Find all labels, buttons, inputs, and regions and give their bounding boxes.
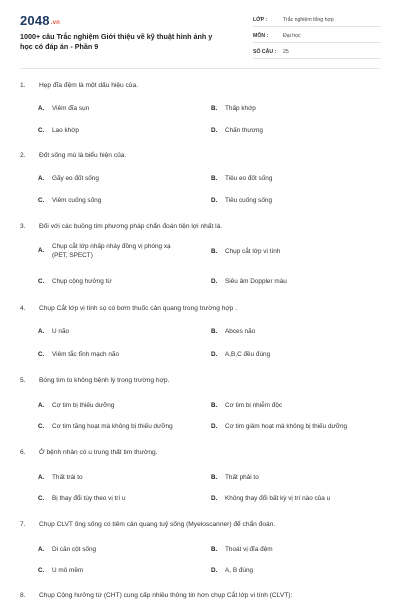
option-a[interactable] <box>38 473 208 482</box>
site-logo[interactable] <box>20 13 60 28</box>
option-text: Thoát vị đĩa đệm <box>225 546 273 553</box>
option-c[interactable] <box>38 422 208 431</box>
option-text: Lao khớp <box>52 127 79 134</box>
option-letter: C. <box>38 567 45 574</box>
question-text <box>20 449 158 456</box>
info-row-class <box>253 14 381 27</box>
question-text <box>20 592 292 599</box>
option-a[interactable] <box>38 104 208 113</box>
info-value: 25 <box>283 49 289 55</box>
question-number: 4. <box>20 305 26 312</box>
option-text: U mô mềm <box>52 567 84 574</box>
question-text <box>20 305 237 312</box>
option-text: Tiêu cuống sống <box>225 197 273 204</box>
option-letter: A. <box>38 474 45 481</box>
option-c[interactable] <box>38 350 208 359</box>
option-text: Abces não <box>225 328 256 335</box>
option-letter: D. <box>211 567 218 574</box>
info-row-subject <box>253 30 381 43</box>
option-letter: C. <box>38 127 45 134</box>
info-key: MÔN : <box>253 33 269 39</box>
question-number: 5. <box>20 377 26 384</box>
question-number: 8. <box>20 592 26 599</box>
option-letter: C. <box>38 423 45 430</box>
option-c[interactable] <box>38 566 208 575</box>
option-text: Thất phải to <box>225 474 259 481</box>
question-stem: Ở bệnh nhân có u trung thất tim thường. <box>39 449 158 456</box>
option-letter: D. <box>211 423 218 430</box>
option-letter: A. <box>38 105 45 112</box>
option-text: Viêm tắc tĩnh mạch não <box>52 351 120 358</box>
question-number: 6. <box>20 449 26 456</box>
question-text <box>20 82 138 89</box>
option-d[interactable] <box>211 196 386 205</box>
question-stem: Đối với các buồng tim phương pháp chẩn đoán tiện lợi nhất là. <box>39 223 223 230</box>
option-letter: B. <box>211 474 218 481</box>
document-header <box>0 0 400 74</box>
question-text <box>20 152 126 159</box>
document-title: 1000+ câu Trắc nghiệm Giới thiệu về kỹ thuật hình ảnh y học có đáp án - Phần 9 <box>20 32 213 51</box>
option-a[interactable] <box>38 545 208 554</box>
option-letter: A. <box>38 247 45 254</box>
option-d[interactable] <box>211 126 386 135</box>
option-letter: D. <box>211 127 218 134</box>
question-stem: Chụp Cộng hưởng từ (CHT) cung cấp nhiều thông tin hơn chụp Cắt lớp vi tính (CLVT): <box>39 592 293 599</box>
option-a[interactable] <box>38 327 208 336</box>
option-letter: B. <box>211 402 218 409</box>
option-text: Thấp khớp <box>225 105 256 112</box>
question-stem: Hẹp đĩa đệm là một dấu hiệu của. <box>39 82 138 89</box>
info-row-count <box>253 46 381 59</box>
option-a[interactable] <box>38 242 208 260</box>
option-text: Chấn thương <box>225 127 263 134</box>
option-letter: D. <box>211 197 218 204</box>
question-number: 2. <box>20 152 26 159</box>
option-text: Di căn cột sống <box>52 546 97 553</box>
option-text: Cơ tim bị thiếu dưỡng <box>52 402 115 409</box>
option-text: Viêm cuống sống <box>52 197 102 204</box>
question-stem: Đốt sống mù là biểu hiện của. <box>39 152 127 159</box>
logo-number: 2048 <box>20 13 50 28</box>
option-c[interactable] <box>38 494 208 503</box>
option-b[interactable] <box>211 247 386 256</box>
option-letter: A. <box>38 546 45 553</box>
question-stem: Bóng tim to không bệnh lý trong trường hợp. <box>39 377 170 384</box>
option-text: Chụp cắt lớp vi tính <box>225 248 281 255</box>
option-letter: D. <box>211 495 218 502</box>
option-text: Viêm đĩa sụn <box>52 105 90 112</box>
option-text: Chụp cộng hưởng từ <box>52 278 112 285</box>
info-value: Trắc nghiệm tổng hợp <box>283 17 334 23</box>
header-divider <box>20 68 380 69</box>
question-number: 1. <box>20 82 26 89</box>
option-text: Thất trái to <box>52 474 83 481</box>
logo-suffix: .vn <box>50 20 61 26</box>
option-a[interactable] <box>38 174 208 183</box>
option-letter: B. <box>211 546 218 553</box>
option-d[interactable] <box>211 277 386 286</box>
option-b[interactable] <box>211 327 386 336</box>
option-letter: C. <box>38 197 45 204</box>
option-letter: B. <box>211 175 218 182</box>
option-letter: C. <box>38 351 45 358</box>
option-b[interactable] <box>211 545 386 554</box>
info-key: LỚP : <box>253 17 268 23</box>
option-d[interactable] <box>211 494 386 503</box>
option-text: Cơ tim bị nhiễm độc <box>225 402 283 409</box>
question-number: 7. <box>20 521 26 528</box>
option-b[interactable] <box>211 401 386 410</box>
option-d[interactable] <box>211 350 386 359</box>
question-number: 3. <box>20 223 26 230</box>
info-value: Đại học <box>283 33 301 39</box>
option-text: Chụp cắt lớp nhấp nháy đồng vị phóng xạ (PET, SPECT) <box>52 243 171 259</box>
option-a[interactable] <box>38 401 208 410</box>
option-d[interactable] <box>211 422 386 431</box>
option-letter: A. <box>38 175 45 182</box>
question-text <box>20 521 275 528</box>
option-b[interactable] <box>211 174 386 183</box>
info-key: SỐ CÂU : <box>253 49 277 55</box>
option-text: A, B đúng <box>225 567 254 574</box>
option-c[interactable] <box>38 277 208 286</box>
option-text: Bị thay đổi tùy theo vị trí u <box>52 495 126 502</box>
option-letter: C. <box>38 278 45 285</box>
option-text: A,B,C đều đúng <box>225 351 271 358</box>
option-letter: B. <box>211 105 218 112</box>
option-letter: B. <box>211 328 218 335</box>
option-d[interactable] <box>211 566 386 575</box>
option-text: Siêu âm Doppler màu <box>225 278 287 285</box>
option-letter: D. <box>211 278 218 285</box>
option-letter: B. <box>211 248 218 255</box>
option-letter: A. <box>38 402 45 409</box>
option-text: Cơ tim tăng hoạt mà không bị thiếu dưỡng <box>52 423 173 430</box>
option-letter: A. <box>38 328 45 335</box>
info-panel <box>253 14 381 62</box>
question-text <box>20 223 222 230</box>
option-letter: D. <box>211 351 218 358</box>
option-text: Tiêu eo đốt sống <box>225 175 273 182</box>
option-text: Gãy eo đốt sống <box>52 175 99 182</box>
question-stem: Chụp Cắt lớp vi tính sọ có bơm thuốc cản quang trong trường hợp . <box>39 305 238 312</box>
question-stem: Chụp CLVT ống sống có tiêm cản quang tuỷ sống (Myeloscanner) để chẩn đoán. <box>39 521 276 528</box>
option-text: Cơ tim giảm hoạt mà không bị thiếu dưỡng <box>225 423 348 430</box>
option-text: Không thay đổi bất kỳ vị trí nào của u <box>225 495 331 502</box>
option-text: U não <box>52 328 70 335</box>
option-b[interactable] <box>211 473 386 482</box>
option-c[interactable] <box>38 126 208 135</box>
question-text <box>20 377 169 384</box>
option-letter: C. <box>38 495 45 502</box>
option-b[interactable] <box>211 104 386 113</box>
option-c[interactable] <box>38 196 208 205</box>
